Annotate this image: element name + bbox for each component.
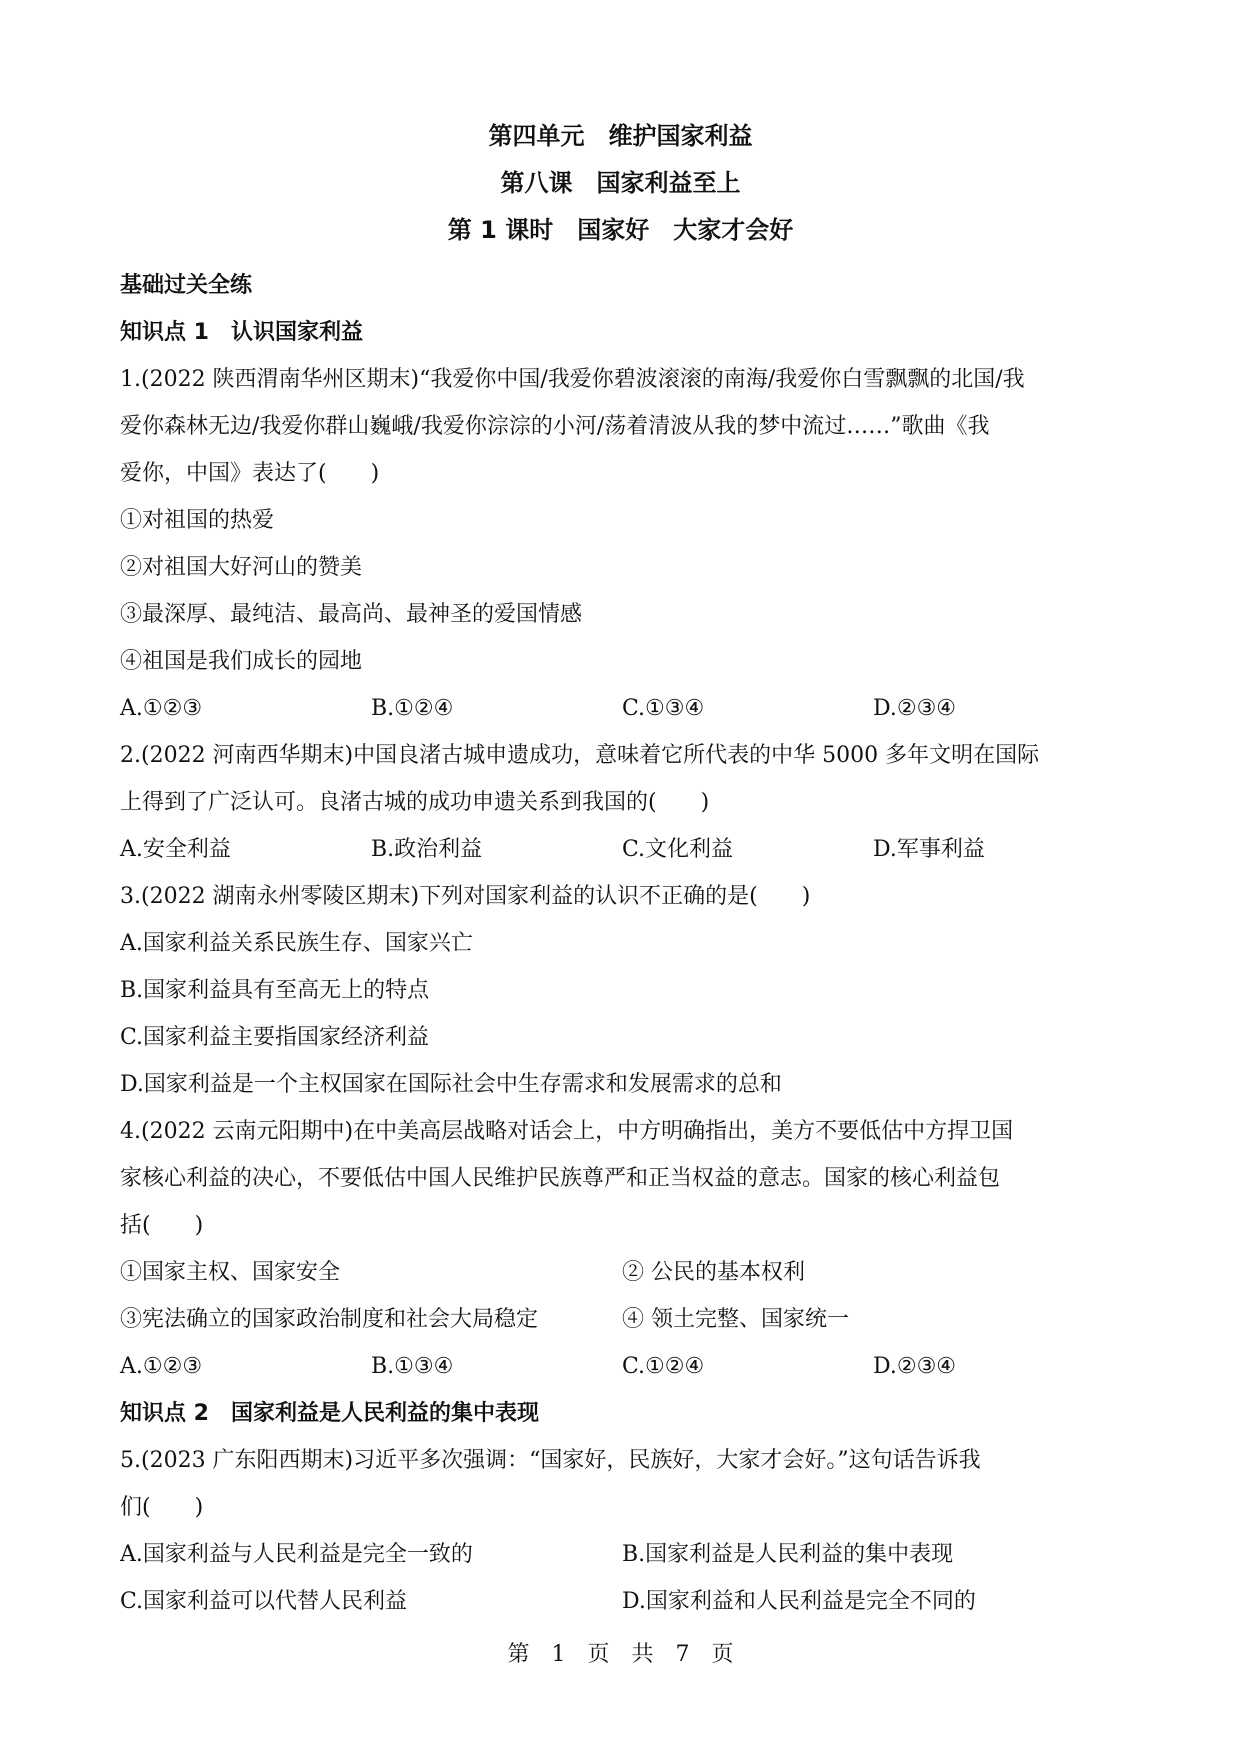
q1-stem-line: 1.(2022 陕西渭南华州区期末)“我爱你中国/我爱你碧波滚滚的南海/我爱你白雪飘飘的北国/我 (120, 367, 1025, 392)
q1-stem-line: 爱你森林无边/我爱你群山巍峨/我爱你淙淙的小河/荡着清波从我的梦中流过……”歌曲《我 (120, 414, 990, 439)
q5-option-b: B.国家利益是人民利益的集中表现 (622, 1542, 954, 1567)
q5-option-a: A.国家利益与人民利益是完全一致的 (120, 1542, 473, 1567)
q2-option-c: C.文化利益 (622, 837, 734, 862)
q3-option-d: D.国家利益是一个主权国家在国际社会中生存需求和发展需求的总和 (120, 1072, 782, 1097)
q5-stem-line: 5.(2023 广东阳西期末)习近平多次强调：“国家好，民族好，大家才会好。”这句话告诉我 (120, 1448, 981, 1473)
page-number: 第 1 页 共 7 页 (507, 1642, 734, 1667)
q5-option-c: C.国家利益可以代替人民利益 (120, 1589, 408, 1614)
knowledge-point-1: 知识点 1 认识国家利益 (120, 320, 363, 345)
q2-option-d: D.军事利益 (873, 837, 985, 862)
q5-stem-line: 们( ) (120, 1495, 204, 1520)
q4-option-a: A.①②③ (120, 1354, 203, 1379)
q4-option-d: D.②③④ (873, 1354, 957, 1379)
q1-item: ①对祖国的热爱 (120, 508, 275, 533)
q4-item: ③宪法确立的国家政治制度和社会大局稳定 (120, 1307, 539, 1332)
q4-stem-line: 括( ) (120, 1213, 204, 1238)
q4-stem-line: 4.(2022 云南元阳期中)在中美高层战略对话会上，中方明确指出，美方不要低估中方捍卫国 (120, 1119, 1014, 1144)
period-title: 第 1 课时 国家好 大家才会好 (447, 216, 794, 244)
q2-stem-line: 2.(2022 河南西华期末)中国良渚古城申遗成功，意味着它所代表的中华 5000 多年文明在国际 (120, 743, 1040, 768)
q3-option-b: B.国家利益具有至高无上的特点 (120, 978, 430, 1003)
q4-item: ①国家主权、国家安全 (120, 1260, 341, 1285)
q4-stem-line: 家核心利益的决心，不要低估中国人民维护民族尊严和正当权益的意志。国家的核心利益包 (120, 1166, 1001, 1191)
q1-option-a: A.①②③ (120, 696, 203, 721)
q3-option-c: C.国家利益主要指国家经济利益 (120, 1025, 430, 1050)
q1-item: ②对祖国大好河山的赞美 (120, 555, 363, 580)
q3-stem: 3.(2022 湖南永州零陵区期末)下列对国家利益的认识不正确的是( ) (120, 884, 811, 909)
q4-items-row (120, 1249, 1125, 1296)
q1-option-c: C.①③④ (622, 696, 705, 721)
q2-option-a: A.安全利益 (120, 837, 231, 862)
q2-stem-line: 上得到了广泛认可。良渚古城的成功申遗关系到我国的( ) (120, 790, 710, 815)
q4-items-row (120, 1296, 1125, 1343)
q5-option-d: D.国家利益和人民利益是完全不同的 (622, 1589, 976, 1614)
q1-option-b: B.①②④ (371, 696, 454, 721)
q4-option-c: C.①②④ (622, 1354, 705, 1379)
q2-options (120, 826, 1125, 873)
q4-item: ② 公民的基本权利 (622, 1260, 805, 1285)
q4-item: ④ 领土完整、国家统一 (622, 1307, 849, 1332)
knowledge-point-2: 知识点 2 国家利益是人民利益的集中表现 (120, 1401, 539, 1426)
q1-option-d: D.②③④ (873, 696, 957, 721)
q4-option-b: B.①③④ (371, 1354, 454, 1379)
section-heading: 基础过关全练 (120, 273, 253, 298)
q3-option-a: A.国家利益关系民族生存、国家兴亡 (120, 931, 473, 956)
q5-options-row (120, 1531, 1125, 1578)
unit-title: 第四单元 维护国家利益 (488, 122, 753, 150)
lesson-title: 第八课 国家利益至上 (500, 169, 741, 197)
q4-options (120, 1343, 1125, 1390)
q1-item: ④祖国是我们成长的园地 (120, 649, 363, 674)
q1-stem-line: 爱你，中国》表达了( ) (120, 461, 380, 486)
exercise-content (120, 262, 1125, 1625)
q5-options-row (120, 1578, 1125, 1625)
q2-option-b: B.政治利益 (371, 837, 483, 862)
q1-item: ③最深厚、最纯洁、最高尚、最神圣的爱国情感 (120, 602, 583, 627)
q1-options (120, 685, 1125, 732)
